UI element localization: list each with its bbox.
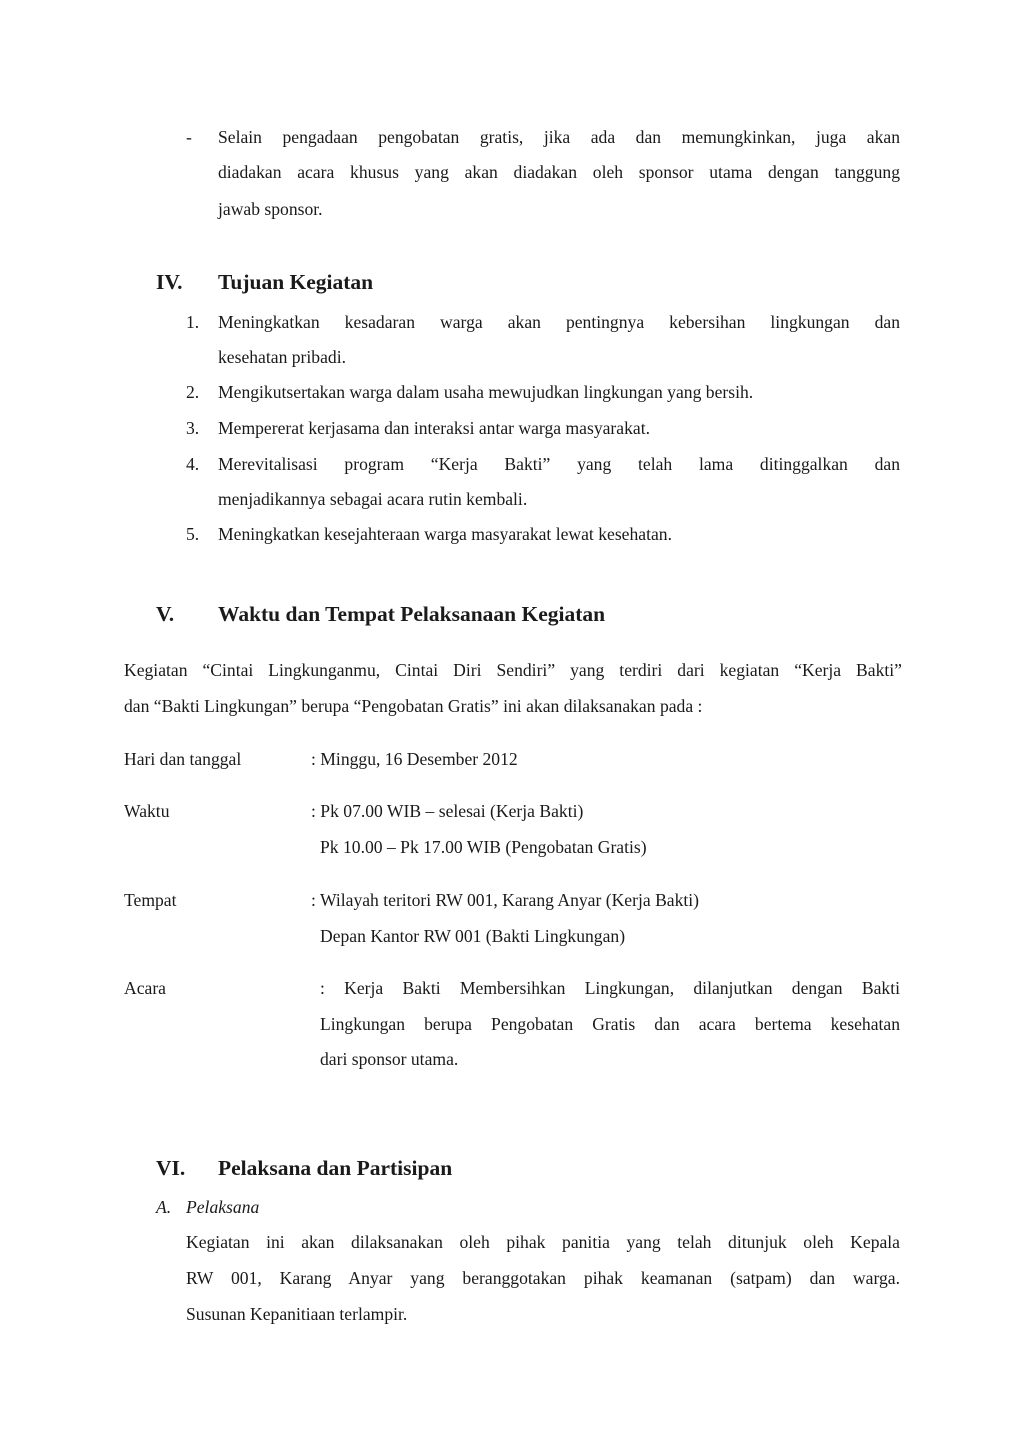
bullet-marker: - <box>186 127 192 147</box>
detail-label: Tempat <box>124 890 177 910</box>
bullet-line-1: Selain pengadaan pengobatan gratis, jika ada dan memungkinkan, juga akan <box>218 127 900 147</box>
subsection-a-title: Pelaksana <box>186 1197 260 1217</box>
detail-value: Lingkungan berupa Pengobatan Gratis dan acara bertema kesehatan <box>320 1014 900 1034</box>
detail-value: : Kerja Bakti Membersihkan Lingkungan, dilanjutkan dengan Bakti <box>320 978 900 998</box>
list-item-text: Meningkatkan kesejahteraan warga masyarakat lewat kesehatan. <box>218 524 672 544</box>
detail-label: Acara <box>124 978 166 998</box>
section-v-title: Waktu dan Tempat Pelaksanaan Kegiatan <box>218 602 606 626</box>
section-v-intro-line-1: Kegiatan “Cintai Lingkunganmu, Cintai Diri Sendiri” yang terdiri dari kegiatan “Kerja Bakti” <box>124 660 902 680</box>
list-item-number: 2. <box>186 382 200 402</box>
section-vi-number: VI. <box>156 1156 186 1180</box>
detail-value: Depan Kantor RW 001 (Bakti Lingkungan) <box>320 926 626 946</box>
detail-value: : Wilayah teritori RW 001, Karang Anyar (Kerja Bakti) <box>311 890 700 910</box>
detail-label: Hari dan tanggal <box>124 749 242 769</box>
section-v-number: V. <box>156 602 175 626</box>
list-item-text: Mengikutsertakan warga dalam usaha mewujudkan lingkungan yang bersih. <box>218 382 754 402</box>
bullet-line-2: diadakan acara khusus yang akan diadakan oleh sponsor utama dengan tanggung <box>218 162 900 182</box>
subsection-a-line-3: Susunan Kepanitiaan terlampir. <box>186 1304 408 1324</box>
list-item-number: 4. <box>186 454 200 474</box>
list-item-number: 1. <box>186 312 200 332</box>
detail-value: Pk 10.00 – Pk 17.00 WIB (Pengobatan Gratis) <box>320 837 647 857</box>
list-item-text: Mempererat kerjasama dan interaksi antar warga masyarakat. <box>218 418 650 438</box>
detail-label: Waktu <box>124 801 170 821</box>
list-item-number: 5. <box>186 524 200 544</box>
detail-value: : Minggu, 16 Desember 2012 <box>311 749 518 769</box>
detail-value: dari sponsor utama. <box>320 1049 459 1069</box>
section-iv-title: Tujuan Kegiatan <box>218 270 374 294</box>
section-v-intro-line-2: dan “Bakti Lingkungan” berupa “Pengobatan Gratis” ini akan dilaksanakan pada : <box>124 696 703 716</box>
subsection-a-line-1: Kegiatan ini akan dilaksanakan oleh pihak panitia yang telah ditunjuk oleh Kepala <box>186 1232 900 1252</box>
detail-value: : Pk 07.00 WIB – selesai (Kerja Bakti) <box>311 801 584 821</box>
subsection-a-line-2: RW 001, Karang Anyar yang beranggotakan pihak keamanan (satpam) dan warga. <box>186 1268 900 1288</box>
list-item-text: menjadikannya sebagai acara rutin kembali. <box>218 489 528 509</box>
section-iv-number: IV. <box>156 270 183 294</box>
list-item-text: Meningkatkan kesadaran warga akan pentingnya kebersihan lingkungan dan <box>218 312 900 332</box>
bullet-line-3: jawab sponsor. <box>218 199 323 219</box>
section-vi-title: Pelaksana dan Partisipan <box>218 1156 453 1180</box>
list-item-text: kesehatan pribadi. <box>218 347 346 367</box>
list-item-text: Merevitalisasi program “Kerja Bakti” yang telah lama ditinggalkan dan <box>218 454 900 474</box>
list-item-number: 3. <box>186 418 200 438</box>
subsection-a-marker: A. <box>156 1197 172 1217</box>
